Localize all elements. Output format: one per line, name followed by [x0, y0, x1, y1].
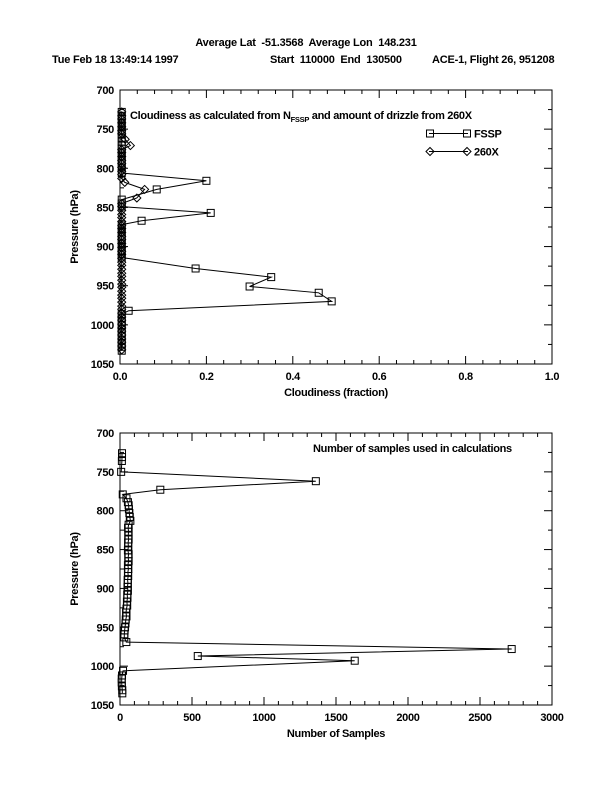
axes — [120, 433, 552, 705]
series-fssp-samples — [118, 450, 516, 697]
series-line — [121, 453, 512, 693]
x-tick-label: 2500 — [468, 712, 492, 724]
y-tick-label: 1000 — [90, 661, 114, 674]
x-tick-label: 0.8 — [458, 371, 473, 383]
y-tick-label: 850 — [96, 202, 114, 215]
legend-entry — [427, 130, 471, 137]
plot-area-samples — [91, 428, 564, 724]
samples-chart — [0, 420, 612, 750]
y-tick-label: 950 — [96, 622, 114, 635]
y-tick-label: 800 — [96, 505, 114, 518]
series-line — [122, 112, 332, 351]
x-tick-label: 1.0 — [544, 371, 560, 383]
chart-title — [130, 110, 473, 124]
x-tick-label: 0 — [117, 712, 123, 724]
y-tick-label: 1000 — [90, 319, 114, 332]
header-timestamp: Tue Feb 18 13:49:14 1997 — [52, 54, 179, 66]
chart-title: Number of samples used in calculations — [313, 443, 512, 455]
legend-label-fssp: FSSP — [474, 128, 502, 141]
legend-entry — [426, 148, 471, 156]
header-time-range: Start 110000 End 130500 — [270, 54, 402, 66]
x-tick-label: 1000 — [252, 712, 276, 724]
x-tick-label: 0.2 — [199, 371, 214, 383]
y-tick-label: 900 — [96, 583, 114, 596]
legend-label-260x: 260X — [474, 146, 499, 159]
y-tick-label: 800 — [96, 163, 114, 176]
x-tick-label: 2000 — [396, 712, 420, 724]
y-tick-label: 750 — [96, 466, 114, 479]
y-tick-label: 900 — [96, 241, 114, 254]
y-axis-label: Pressure (hPa) — [69, 190, 81, 264]
y-tick-label: 700 — [96, 428, 114, 440]
chart-title-pre: Cloudiness as calculated from N — [130, 110, 291, 122]
y-tick-label: 850 — [96, 544, 114, 557]
x-tick-label: 0.0 — [112, 371, 128, 383]
y-tick-label: 750 — [96, 124, 114, 137]
series-fssp — [118, 108, 335, 354]
chart-title-sub: FSSP — [290, 115, 310, 124]
y-tick-label: 950 — [96, 280, 114, 293]
x-axis-label: Number of Samples — [286, 728, 386, 740]
x-tick-label: 0.4 — [285, 371, 301, 383]
chart-title-post: and amount of drizzle from 260X — [309, 110, 472, 122]
cloudiness-chart — [0, 75, 612, 405]
x-tick-label: 0.6 — [371, 371, 387, 383]
y-tick-label: 1050 — [90, 700, 114, 712]
plot-box — [120, 433, 552, 705]
y-tick-label: 1050 — [90, 359, 114, 371]
header-flight-id: ACE-1, Flight 26, 951208 — [432, 54, 555, 66]
y-tick-label: 700 — [96, 85, 114, 97]
x-tick-label: 3000 — [540, 712, 564, 724]
y-axis-label: Pressure (hPa) — [69, 532, 81, 606]
x-tick-label: 500 — [183, 712, 201, 724]
x-axis-label: Cloudiness (fraction) — [284, 387, 388, 399]
header-average-position: Average Lat -51.3568 Average Lon 148.231 — [195, 37, 417, 49]
x-tick-label: 1500 — [324, 712, 348, 724]
